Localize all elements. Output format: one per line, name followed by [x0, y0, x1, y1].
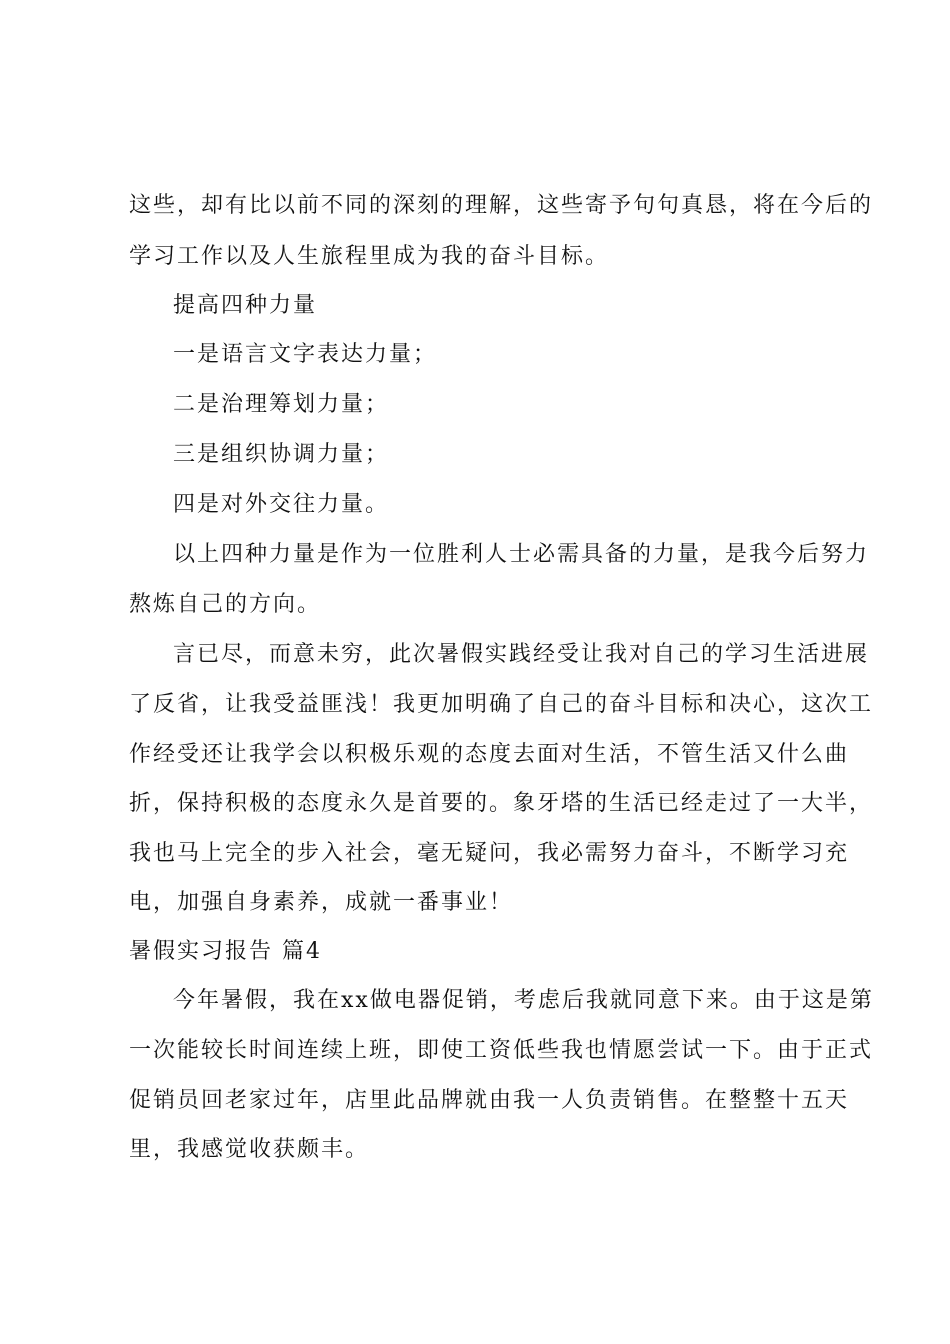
section-title: 暑假实习报告 篇4	[129, 939, 322, 964]
paragraph-2-line-2: 熬炼自己的方向。	[129, 592, 322, 617]
paragraph-2-line-1: 以上四种力量是作为一位胜利人士必需具备的力量，是我今后努力	[173, 542, 870, 567]
paragraph-4-line-3: 促销员回老家过年，店里此品牌就由我一人负责销售。在整整十五天	[129, 1088, 850, 1113]
paragraph-1-line-1: 这些，却有比以前不同的深刻的理解，这些寄予句句真恳，将在今后的	[129, 193, 874, 218]
heading-forces: 提高四种力量	[173, 293, 318, 318]
paragraph-4-line-2: 一次能较长时间连续上班，即使工资低些我也情愿尝试一下。由于正式	[129, 1038, 874, 1063]
paragraph-3-line-3: 作经受还让我学会以积极乐观的态度去面对生活，不管生活又什么曲	[129, 742, 850, 767]
force-item-2: 二是治理筹划力量；	[173, 392, 390, 417]
paragraph-3-line-5: 我也马上完全的步入社会，毫无疑问，我必需努力奋斗，不断学习充	[129, 841, 850, 866]
force-item-3: 三是组织协调力量；	[173, 442, 390, 467]
force-item-4: 四是对外交往力量。	[173, 492, 390, 517]
paragraph-3-line-1: 言已尽，而意未穷，此次暑假实践经受让我对自己的学习生活进展	[173, 642, 870, 667]
paragraph-1-line-2: 学习工作以及人生旅程里成为我的奋斗目标。	[129, 244, 610, 269]
paragraph-4-line-1: 今年暑假，我在xx做电器促销，考虑后我就同意下来。由于这是第	[173, 988, 874, 1013]
paragraph-3-line-4: 折，保持积极的态度永久是首要的。象牙塔的生活已经走过了一大半，	[129, 791, 874, 816]
paragraph-3-line-2: 了反省，让我受益匪浅！我更加明确了自己的奋斗目标和决心，这次工	[129, 692, 874, 717]
force-item-1: 一是语言文字表达力量；	[173, 342, 438, 367]
paragraph-3-line-6: 电，加强自身素养，成就一番事业！	[129, 890, 514, 915]
paragraph-4-line-4: 里，我感觉收获颇丰。	[129, 1137, 370, 1162]
